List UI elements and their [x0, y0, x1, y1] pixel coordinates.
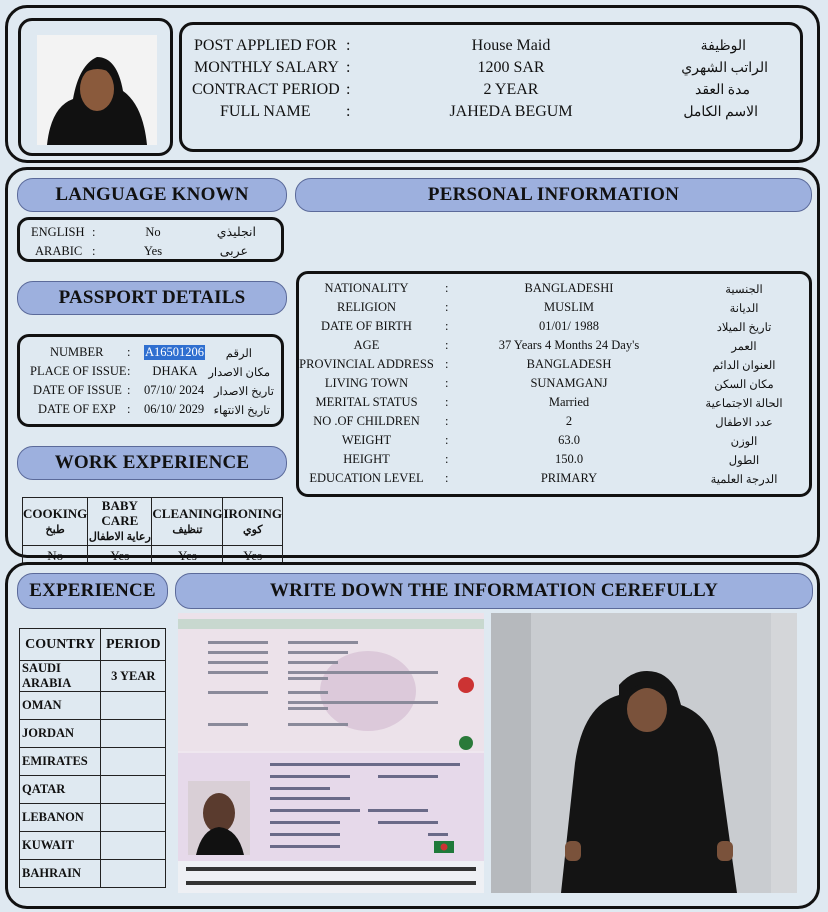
personal-value: PRIMARY	[540, 471, 598, 485]
experience-panel	[5, 562, 820, 909]
experience-heading: EXPERIENCE	[17, 573, 168, 609]
experience-period	[101, 776, 166, 804]
personal-arabic: عدد الاطفال	[715, 416, 773, 429]
passport-label: DATE OF ISSUE	[33, 383, 122, 397]
passport-row	[20, 362, 282, 381]
details-panel	[5, 167, 820, 563]
experience-period	[101, 804, 166, 832]
experience-row	[20, 748, 166, 776]
header-info-box	[179, 22, 803, 152]
colon: :	[346, 37, 351, 54]
personal-label: NATIONALITY	[324, 281, 409, 295]
personal-label: DATE OF BIRTH	[321, 319, 412, 333]
header-panel	[5, 5, 820, 163]
passport-value: 06/10/ 2029	[144, 402, 205, 416]
colon: :	[445, 300, 449, 314]
header-row	[182, 101, 802, 123]
personal-value: MUSLIM	[543, 300, 594, 314]
personal-label: EDUCATION LEVEL	[309, 471, 424, 485]
personal-value: 37 Years 4 Months 24 Day's	[498, 338, 640, 352]
passport-scan-image	[178, 613, 484, 893]
colon: :	[92, 243, 96, 258]
language-value: Yes	[143, 243, 163, 258]
header-label: MONTHLY SALARY	[194, 59, 339, 76]
personal-label: AGE	[353, 338, 380, 352]
work-header-en: BABY CARE	[101, 498, 139, 528]
personal-arabic: تاريخ الميلاد	[716, 321, 772, 334]
work-header-cell	[152, 498, 223, 546]
passport-value: DHAKA	[152, 364, 198, 378]
colon: :	[445, 471, 449, 485]
experience-country: QATAR	[20, 776, 101, 804]
experience-row	[20, 692, 166, 720]
write-carefully-heading: WRITE DOWN THE INFORMATION CEREFULLY	[175, 573, 813, 609]
full-body-photo	[491, 613, 797, 893]
header-arabic: الوظيفة	[700, 38, 746, 54]
colon: :	[346, 81, 351, 98]
personal-value: Married	[548, 395, 590, 409]
work-header-en: COOKING	[23, 505, 88, 521]
experience-period: 3 YEAR	[101, 661, 166, 692]
experience-period	[101, 748, 166, 776]
experience-period	[101, 720, 166, 748]
personal-value: 01/01/ 1988	[538, 319, 600, 333]
personal-row	[299, 317, 809, 336]
personal-label: PROVINCIAL ADDRESS	[299, 357, 434, 371]
portrait-photo	[37, 35, 157, 145]
header-row	[182, 35, 802, 57]
colon: :	[445, 281, 449, 295]
personal-value: BANGLADESHI	[524, 281, 614, 295]
work-experience-heading: WORK EXPERIENCE	[17, 446, 287, 480]
header-arabic: مدة العقد	[694, 82, 750, 98]
personal-row	[299, 469, 809, 488]
personal-row	[299, 279, 809, 298]
experience-row	[20, 661, 166, 692]
country-header: COUNTRY	[20, 629, 101, 661]
experience-row	[20, 832, 166, 860]
passport-row	[20, 400, 282, 419]
header-value: JAHEDA BEGUM	[449, 103, 573, 120]
experience-row	[20, 720, 166, 748]
work-header-ar: تنظيف	[172, 523, 203, 536]
work-header-en: IRONING	[223, 505, 282, 521]
header-arabic: الاسم الكامل	[683, 104, 758, 120]
colon: :	[127, 383, 131, 397]
colon: :	[445, 395, 449, 409]
language-label: ENGLISH	[31, 224, 85, 239]
passport-row	[20, 343, 282, 362]
language-value: No	[145, 224, 161, 239]
personal-arabic: الحالة الاجتماعية	[705, 397, 783, 410]
work-header-cell	[23, 498, 88, 546]
passport-arabic: مكان الاصدار	[208, 366, 270, 379]
language-row	[20, 242, 280, 260]
personal-label: HEIGHT	[343, 452, 390, 466]
experience-header-row	[20, 629, 166, 661]
language-arabic: عربى	[219, 244, 248, 258]
personal-row	[299, 298, 809, 317]
colon: :	[127, 345, 131, 359]
passport-label: PLACE OF ISSUE	[30, 364, 127, 378]
personal-label: RELIGION	[336, 300, 396, 314]
colon: :	[346, 103, 351, 120]
work-header-ar: رعاية الاطفال	[88, 531, 151, 543]
personal-arabic: الطول	[728, 454, 760, 467]
header-label: FULL NAME	[220, 103, 311, 120]
language-known-heading: LANGUAGE KNOWN	[17, 178, 287, 212]
period-header: PERIOD	[101, 629, 166, 661]
experience-row	[20, 776, 166, 804]
personal-row	[299, 374, 809, 393]
header-arabic: الراتب الشهري	[681, 60, 768, 76]
personal-row	[299, 450, 809, 469]
experience-row	[20, 860, 166, 888]
colon: :	[92, 224, 96, 239]
passport-number-value: A16501206	[145, 345, 205, 359]
colon: :	[445, 376, 449, 390]
language-arabic: انجليذي	[216, 225, 256, 239]
header-row	[182, 57, 802, 79]
passport-arabic: تاريخ الانتهاء	[213, 404, 270, 417]
personal-value: BANGLADESH	[526, 357, 612, 371]
work-value: Yes	[152, 546, 223, 565]
personal-arabic: الدرجة العلمية	[710, 473, 778, 486]
language-row	[20, 223, 280, 241]
work-header-cell	[223, 498, 283, 546]
personal-info-box	[296, 271, 812, 497]
personal-arabic: الجنسية	[725, 283, 763, 296]
personal-row	[299, 412, 809, 431]
personal-value: 150.0	[554, 452, 584, 466]
passport-row	[20, 381, 282, 400]
work-header-cell	[88, 498, 152, 546]
language-box	[17, 217, 284, 262]
colon: :	[445, 433, 449, 447]
header-value: 2 YEAR	[483, 81, 539, 98]
personal-arabic: مكان السكن	[714, 378, 774, 391]
header-value: House Maid	[471, 37, 551, 54]
header-value: 1200 SAR	[477, 59, 545, 76]
personal-label: WEIGHT	[341, 433, 392, 447]
personal-row	[299, 431, 809, 450]
personal-row	[299, 355, 809, 374]
experience-period	[101, 692, 166, 720]
colon: :	[445, 452, 449, 466]
personal-row	[299, 393, 809, 412]
colon: :	[445, 357, 449, 371]
passport-arabic: تاريخ الاصدار	[213, 385, 274, 398]
language-label: ARABIC	[35, 243, 83, 258]
passport-value: 07/10/ 2024	[144, 383, 205, 397]
personal-value: 2	[565, 414, 573, 428]
header-row	[182, 79, 802, 101]
passport-details-heading: PASSPORT DETAILS	[17, 281, 287, 315]
personal-label: LIVING TOWN	[324, 376, 409, 390]
work-value: Yes	[223, 546, 283, 565]
work-header-row	[23, 498, 283, 546]
experience-country: OMAN	[20, 692, 101, 720]
personal-arabic: العمر	[731, 340, 757, 353]
portrait-frame	[18, 18, 173, 156]
work-header-ar: طبخ	[45, 523, 65, 536]
experience-table	[19, 628, 166, 888]
header-label: CONTRACT PERIOD	[192, 81, 340, 98]
personal-label: MERITAL STATUS	[315, 395, 418, 409]
experience-period	[101, 832, 166, 860]
colon: :	[445, 319, 449, 333]
work-value: No	[23, 546, 88, 565]
passport-box	[17, 334, 284, 427]
personal-information-heading: PERSONAL INFORMATION	[295, 178, 812, 212]
personal-arabic: الديانة	[729, 302, 759, 315]
personal-row	[299, 336, 809, 355]
experience-row	[20, 804, 166, 832]
experience-country: LEBANON	[20, 804, 101, 832]
personal-arabic: العنوان الدائم	[712, 359, 776, 372]
colon: :	[346, 59, 351, 76]
passport-arabic: الرقم	[225, 347, 252, 360]
experience-country: KUWAIT	[20, 832, 101, 860]
personal-arabic: الوزن	[730, 435, 758, 448]
work-value: Yes	[88, 546, 152, 565]
colon: :	[445, 414, 449, 428]
colon: :	[127, 364, 131, 378]
header-label: POST APPLIED FOR	[194, 37, 337, 54]
experience-country: JORDAN	[20, 720, 101, 748]
personal-value: SUNAMGANJ	[530, 376, 608, 390]
work-header-ar: كوي	[242, 523, 263, 536]
colon: :	[445, 338, 449, 352]
passport-label: DATE OF EXP	[38, 402, 116, 416]
experience-country: BAHRAIN	[20, 860, 101, 888]
personal-value: 63.0	[558, 433, 580, 447]
experience-country: EMIRATES	[20, 748, 101, 776]
experience-country: SAUDI ARABIA	[20, 661, 101, 692]
colon: :	[127, 402, 131, 416]
personal-label: NO .OF CHILDREN	[313, 414, 420, 428]
work-experience-table	[22, 497, 283, 565]
work-header-en: CLEANING	[152, 505, 223, 521]
passport-label: NUMBER	[50, 345, 104, 359]
experience-period	[101, 860, 166, 888]
